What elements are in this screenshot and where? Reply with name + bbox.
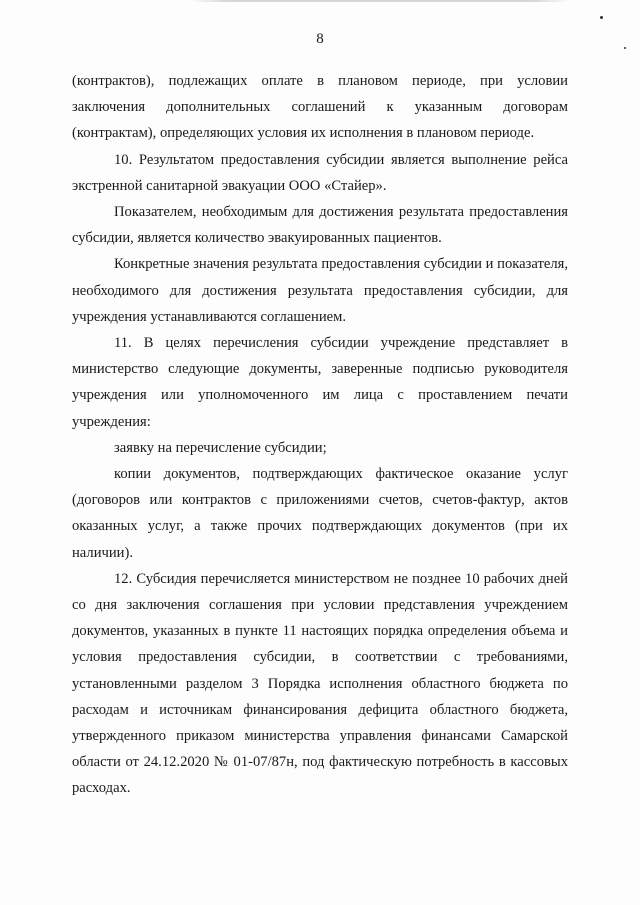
paragraph-continuation: (контрактов), подлежащих оплате в плановом периоде, при условии заключения дополнительных соглашений к указанным договорам (контрактам), определяющих условия их исполнения в плановом периоде. bbox=[72, 73, 568, 142]
page-number: 8 bbox=[316, 31, 324, 47]
scan-speck bbox=[600, 16, 603, 19]
paragraph-12: 12. Субсидия перечисляется министерством не позднее 10 рабочих дней со дня заключения соглашения при условии представления учреждением документов, указанных в пункте 11 настоящих порядка определения объема и условия предоставления субсидии, в соответствии с требованиями, установленными разделом 3 Порядка исполнения областного бюджета по расходам и источникам финансирования дефицита областного бюджета, утвержденного приказом министерства управления финансами Самарской области от 24.12.2020 № 01-07/87н, под фактическую потребность в кассовых расходах. bbox=[72, 570, 568, 797]
paragraph-application: заявку на перечисление субсидии; bbox=[114, 439, 327, 456]
paragraph-11: 11. В целях перечисления субсидии учреждение представляет в министерство следующие документы, заверенные подписью руководителя учреждения или уполномоченного им лица с проставлением печати учреждения: bbox=[72, 335, 568, 430]
scan-top-edge bbox=[190, 0, 570, 2]
paragraph-values: Конкретные значения результата предоставления субсидии и показателя, необходимого для достижения результата предоставления субсидии, для учреждения устанавливаются соглашением. bbox=[72, 256, 568, 325]
paragraph-indicator: Показателем, необходимым для достижения результата предоставления субсидии, является количество эвакуированных пациентов. bbox=[72, 204, 568, 247]
document-body bbox=[72, 68, 568, 802]
paragraph-copies: копии документов, подтверждающих фактическое оказание услуг (договоров или контрактов с приложениями счетов, счетов-фактур, актов оказанных услуг, а также прочих подтверждающих документов (при их наличии). bbox=[72, 466, 568, 561]
paragraph-10: 10. Результатом предоставления субсидии является выполнение рейса экстренной санитарной эвакуации ООО «Стайер». bbox=[72, 151, 568, 194]
